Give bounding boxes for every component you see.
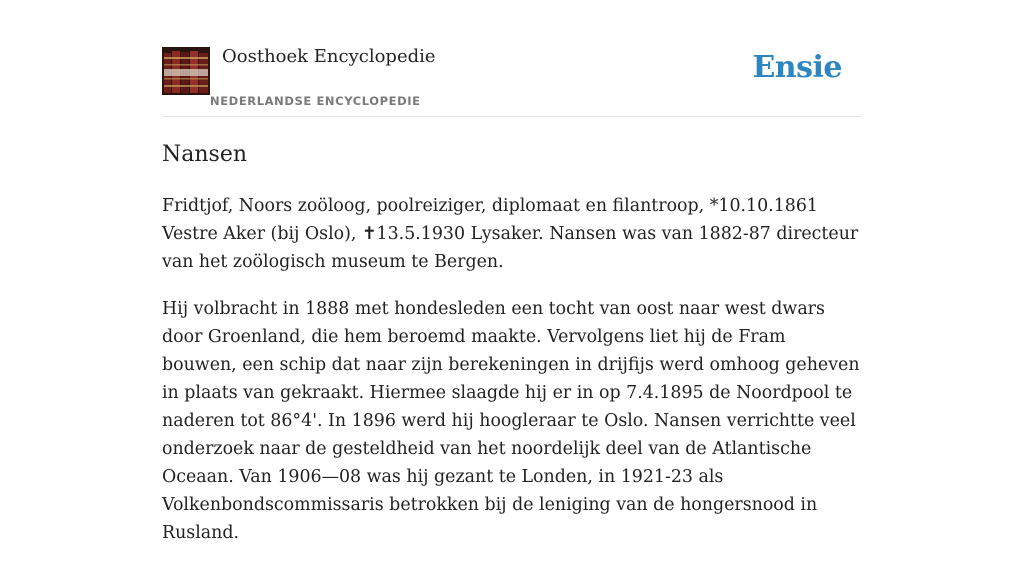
site-header xyxy=(162,0,862,117)
article xyxy=(162,140,862,566)
avatar[interactable] xyxy=(162,47,210,95)
site-subtitle: NEDERLANDSE ENCYCLOPEDIE xyxy=(210,94,421,108)
article-title: Nansen xyxy=(162,142,248,167)
article-paragraph: Hij volbracht in 1888 met hondesleden een tocht van oost naar west dwars door Groenland, die hem beroemd maakte. Vervolgens liet hij de Fram bouwen, een schip dat naar zijn berekeningen in drijfijs werd omhoog geheven in plaats van gekraakt. Hiermee slaagde hij er in op 7.4.1895 de Noordpool te naderen tot 86°4'. In 1896 werd hij hoogleraar te Oslo. Nansen verrichtte veel onderzoek naar de gesteldheid van het noordelijk deel van de Atlantische Oceaan. Van 1906—08 was hij gezant te Londen, in 1921-23 als Volkenbondscommissaris betrokken bij de leniging van de hongersnood in Rusland. xyxy=(162,299,860,543)
article-paragraph: Fridtjof, Noors zoöloog, poolreiziger, diplomaat en filantroop, *10.10.1861 Vestre Aker (bij Oslo), ✝13.5.1930 Lysaker. Nansen was van 1882-87 directeur van het zoölogisch museum te Bergen. xyxy=(162,196,859,272)
book-spines-icon xyxy=(162,47,210,95)
brand-logo-link[interactable]: Ensie xyxy=(752,50,842,85)
site-title[interactable]: Oosthoek Encyclopedie xyxy=(222,46,436,67)
